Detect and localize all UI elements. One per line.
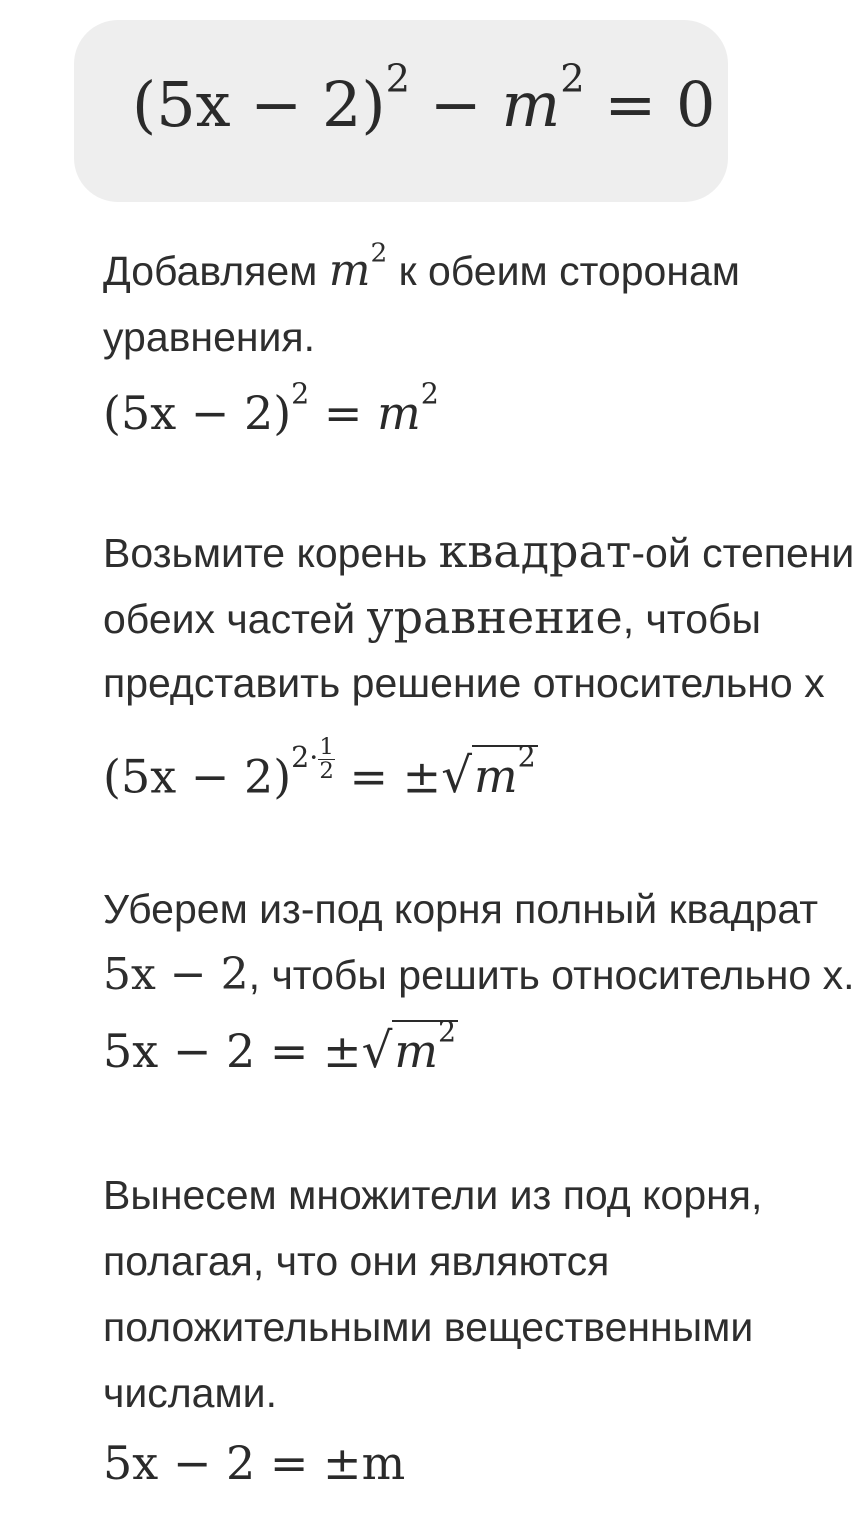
step1-text-line2: уравнения.	[103, 314, 316, 360]
step2-text-line3: представить решение относительно x	[103, 660, 825, 706]
step3-eq-equals: = ±	[255, 1024, 362, 1078]
problem-variable-exponent: 2	[560, 56, 585, 102]
step1-eq-exponent: 2	[291, 377, 310, 411]
step3-text-line2	[103, 942, 855, 1008]
step2-sqrt-exponent: 2	[517, 740, 536, 774]
step4-equation: 5x − 2 = ±m	[103, 1436, 406, 1490]
step3-text-line1: Уберем из-под корня полный квадрат	[103, 886, 819, 932]
step4-text-line3: положительными вещественными	[103, 1304, 754, 1350]
problem-minus: −	[410, 68, 502, 141]
step4-text-line1: Вынесем множители из под корня,	[103, 1172, 763, 1218]
step3-line2-text: , чтобы решить относительно x.	[248, 952, 855, 998]
problem-exponent: 2	[385, 56, 411, 102]
step1-text-line1	[103, 238, 740, 304]
step2-equation	[103, 736, 538, 804]
step3-sqrt-variable: m	[394, 1024, 439, 1078]
problem-rhs: = 0	[584, 68, 716, 141]
step3-eq-lhs: 5x − 2	[103, 1024, 256, 1078]
step2-eq-exponent-base: 2·	[291, 740, 319, 774]
step2-sqrt	[441, 740, 538, 805]
step2-sqrt-variable: m	[474, 749, 518, 804]
problem-variable: m	[501, 68, 561, 141]
step1-eq-variable: m	[377, 386, 421, 440]
radical-icon: √	[361, 1023, 393, 1079]
step2-line2-b: , чтобы	[622, 596, 761, 642]
step4-text-line4: числами.	[103, 1370, 277, 1416]
step2-text-line1	[103, 518, 854, 586]
step3-sqrt	[361, 1015, 459, 1079]
step1-text-before: Добавляем	[103, 248, 329, 294]
step3-line2-math: 5x − 2	[103, 949, 249, 1000]
step2-line1-serif: квадрат	[438, 524, 632, 578]
step2-eq-exponent	[291, 734, 335, 784]
step1-text-after: к обеим сторонам	[387, 248, 740, 294]
step3-sqrt-exponent: 2	[438, 1015, 457, 1049]
step2-eq-fraction	[318, 736, 335, 783]
step2-eq-equals: = ±	[334, 749, 442, 804]
radical-icon: √	[441, 748, 473, 805]
step2-line2-serif: уравнение	[366, 590, 623, 644]
step1-eq-equals: =	[309, 386, 378, 440]
step2-eq-lhs: (5x − 2)	[103, 749, 292, 804]
step1-eq-variable-exponent: 2	[420, 377, 439, 411]
step4-text-line2: полагая, что они являются	[103, 1238, 610, 1284]
step2-line2-a: обеих частей	[103, 596, 367, 642]
problem-equation	[132, 56, 716, 141]
step2-text-line2	[103, 584, 761, 652]
step2-line1-b: -ой степени	[631, 530, 855, 576]
step1-inline-variable: m	[328, 245, 371, 296]
step1-inline-exponent: 2	[370, 237, 388, 269]
step2-line1-a: Возьмите корень	[103, 530, 439, 576]
step3-equation	[103, 1015, 458, 1079]
step2-fraction-numerator: 1	[319, 734, 334, 760]
problem-base: (5x − 2)	[132, 68, 386, 141]
step1-equation	[103, 377, 439, 440]
step1-eq-lhs: (5x − 2)	[103, 386, 292, 440]
step2-fraction-denominator: 2	[319, 757, 334, 784]
